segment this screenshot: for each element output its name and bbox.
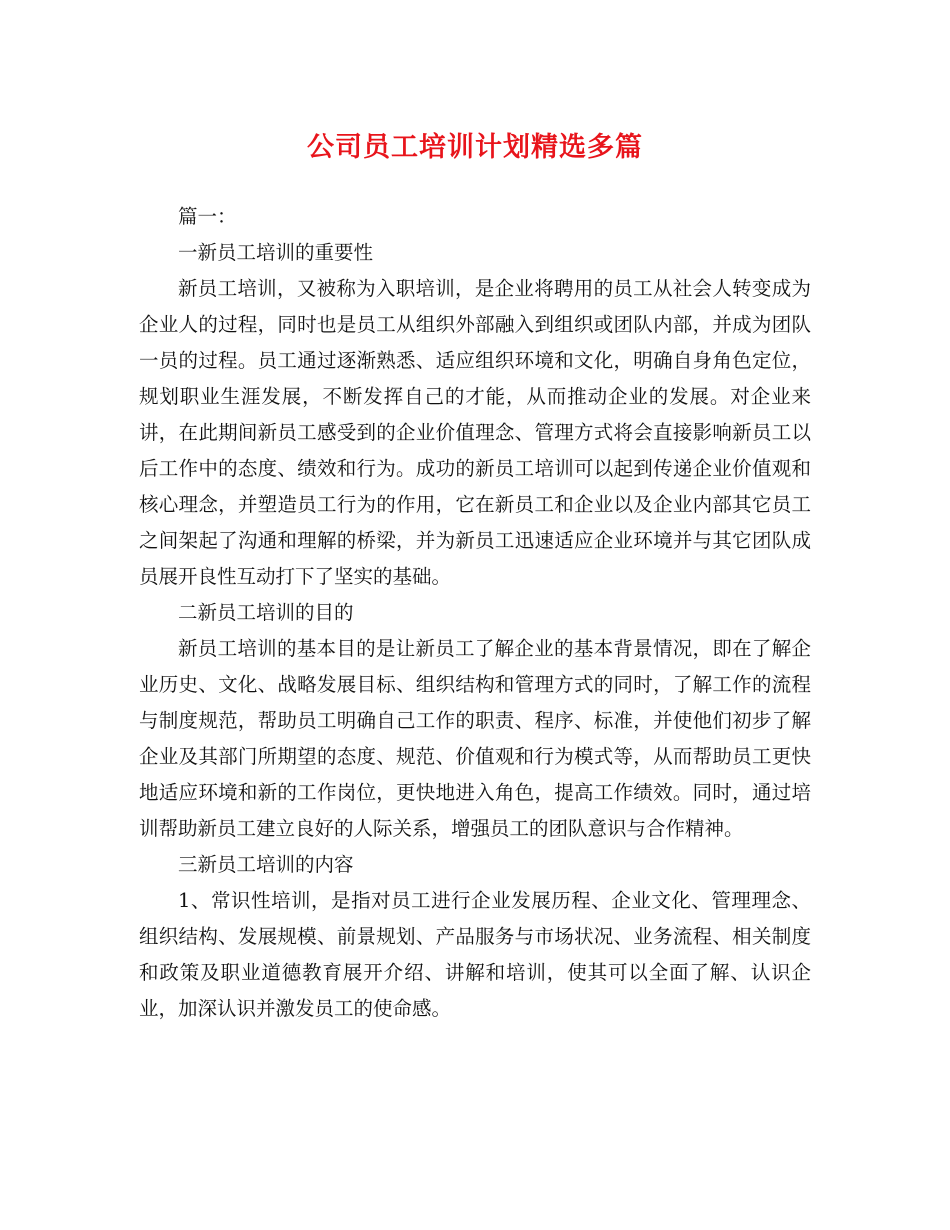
paragraph-content-1: 1、常识性培训，是指对员工进行企业发展历程、企业文化、管理理念、组织结构、发展规模、前景规划、产品服务与市场状况、业务流程、相关制度和政策及职业道德教育展开介绍、讲解和培训，使其可以全面了解、认识企业，加深认识并激发员工的使命感。 xyxy=(139,889,811,1020)
section-label: 篇一： xyxy=(178,205,237,228)
section-heading-1: 一新员工培训的重要性 xyxy=(178,241,374,264)
document-body xyxy=(139,199,811,1027)
section-heading-3: 三新员工培训的内容 xyxy=(178,853,354,876)
section-heading-2: 二新员工培训的目的 xyxy=(178,601,354,624)
document-title: 公司员工培训计划精选多篇 xyxy=(307,132,643,163)
paragraph-importance: 新员工培训，又被称为入职培训，是企业将聘用的员工从社会人转变成为企业人的过程，同时也是员工从组织外部融入到组织或团队内部，并成为团队一员的过程。员工通过逐渐熟悉、适应组织环境和文化，明确自身角色定位，规划职业生涯发展，不断发挥自己的才能，从而推动企业的发展。对企业来讲，在此期间新员工感受到的企业价值理念、管理方式将会直接影响新员工以后工作中的态度、绩效和行为。成功的新员工培训可以起到传递企业价值观和核心理念，并塑造员工行为的作用，它在新员工和企业以及企业内部其它员工之间架起了沟通和理解的桥梁，并为新员工迅速适应企业环境并与其它团队成员展开良性互动打下了坚实的基础。 xyxy=(139,277,811,588)
paragraph-purpose: 新员工培训的基本目的是让新员工了解企业的基本背景情况，即在了解企业历史、文化、战略发展目标、组织结构和管理方式的同时，了解工作的流程与制度规范，帮助员工明确自己工作的职责、程序、标准，并使他们初步了解企业及其部门所期望的态度、规范、价值观和行为模式等，从而帮助员工更快地适应环境和新的工作岗位，更快地进入角色，提高工作绩效。同时，通过培训帮助新员工建立良好的人际关系，增强员工的团队意识与合作精神。 xyxy=(139,637,811,840)
